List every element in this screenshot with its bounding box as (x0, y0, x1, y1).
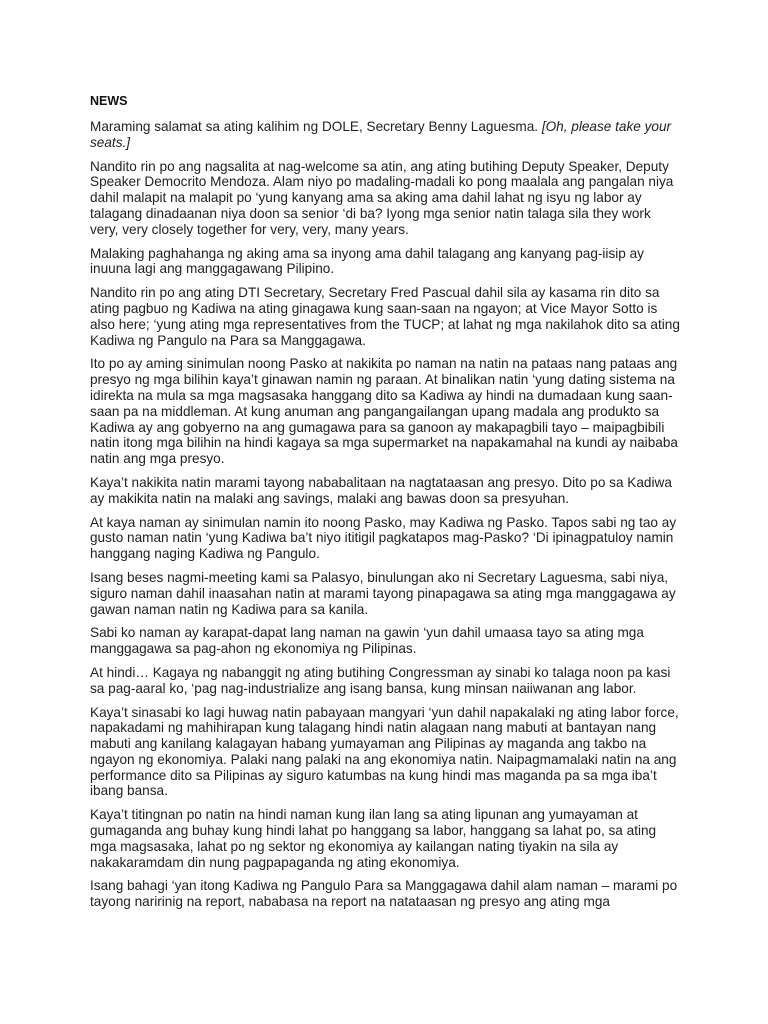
paragraph-7: At kaya naman ay sinimulan namin ito noong Pasko, may Kadiwa ng Pasko. Tapos sabi ng tao ay gusto naman natin ‘yung Kadiwa ba’t niyo ititigil pagkatapos mag-Pasko? ‘Di ipinagpatuloy namin hanggang naging Kadiwa ng Pangulo. (90, 514, 677, 562)
paragraph-5: Ito po ay aming sinimulan noong Pasko at nakikita po naman na natin na pataas nang pataas ang presyo ng mga bilihin kaya’t ginawan namin ng paraan. At binalikan natin ‘yung dating sistema na idirekta na mula sa mga magsasaka hanggang dito sa Kadiwa ay hindi na dumadaan kung saan-saan pa na middleman. At kung anuman ang pangangailangan upang madala ang produkto sa Kadiwa ay ang gobyerno na ang gumagawa para sa ganoon ay makapagbili tayo – maipagbibili natin itong mga bilihin na hindi kagaya sa mga supermarket na napakamahal na kundi ay naibaba natin ang mga presyo. (90, 356, 678, 467)
document-page (90, 93, 682, 918)
paragraph-6: Kaya’t nakikita natin marami tayong nababalitaan na nagtataasan ang presyo. Dito po sa Kadiwa ay makikita natin na malaki ang savings, malaki ang bawas doon sa presyuhan. (90, 474, 672, 506)
paragraph-1-italic-note: [Oh, please take your seats.] (90, 119, 672, 150)
paragraph-12: Kaya’t titingnan po natin na hindi naman kung ilan lang sa ating lipunan ang yumayaman at gumaganda ang buhay kung hindi lahat po hanggang sa labor, hanggang sa lahat po, sa ating mga magsasaka, lahat po ng sektor ng ekonomiya ay kailangan nating tiyakin na sila ay nakakaramdam din nung pagpapaganda ng ating ekonomiya. (90, 807, 657, 870)
paragraph-13: Isang bahagi ‘yan itong Kadiwa ng Pangulo Para sa Manggagawa dahil alam naman – marami po tayong naririnig na report, nababasa na report na natataasan ng presyo ang ating mga (90, 878, 678, 910)
paragraph-10: At hindi… Kagaya ng nabanggit ng ating butihing Congressman ay sinabi ko talaga noon pa kasi sa pag-aaral ko, ‘pag nag-industrialize ang isang bansa, kung minsan naiiwanan ang labor. (90, 664, 671, 696)
paragraph-1-text: Maraming salamat sa ating kalihim ng DOLE, Secretary Benny Laguesma. (90, 119, 542, 134)
paragraph-8: Isang beses nagmi-meeting kami sa Palasyo, binulungan ako ni Secretary Laguesma, sabi niya, siguro naman dahil inaasahan natin at marami tayong pinapagawa sa ating mga manggagawa ay gawan naman natin ng Kadiwa para sa kanila. (90, 569, 676, 617)
paragraph-11: Kaya’t sinasabi ko lagi huwag natin pabayaan mangyari ‘yun dahil napakalaki ng ating labor force, napakadami ng mahihirapan kung talagang hindi natin alagaan nang mabuti at bantayan nang mabuti ang kanilang kalagayan habang yumayaman ang Pilipinas ay maganda ang takbo na ngayon ng ekonomiya. Palaki nang palaki na ang ekonomiya natin. Naipagmamalaki natin na ang performance dito sa Pilipinas ay siguro katumbas na kung hindi mas maganda pa sa mga iba’t ibang bansa. (90, 704, 679, 799)
paragraph-1 (90, 119, 682, 151)
section-heading: NEWS (90, 94, 128, 108)
paragraph-2: Nandito rin po ang nagsalita at nag-welcome sa atin, ang ating butihing Deputy Speaker, Deputy Speaker Democrito Mendoza. Alam niyo po madaling-madali ko pong maalala ang pangalan niya dahil malapit na malapit po ‘yung kanyang ama sa aking ama dahil lahat ng isyu ng labor ay talagang dinadaanan niya doon sa senior ‘di ba? Iyong mga senior natin talaga sila they work very, very closely together for very, very, many years. (90, 158, 674, 237)
paragraph-9: Sabi ko naman ay karapat-dapat lang naman na gawin ‘yun dahil umaasa tayo sa ating mga manggagawa sa pag-ahon ng ekonomiya ng Pilipinas. (90, 625, 644, 657)
paragraph-4: Nandito rin po ang ating DTI Secretary, Secretary Fred Pascual dahil sila ay kasama rin dito sa ating pagbuo ng Kadiwa na ating ginagawa kung saan-saan na ngayon; at Vice Mayor Sotto is also here; ‘yung ating mga representatives from the TUCP; at lahat ng mga nakilahok dito sa ating Kadiwa ng Pangulo na Para sa Manggagawa. (90, 285, 680, 348)
paragraph-3: Malaking paghahanga ng aking ama sa inyong ama dahil talagang ang kanyang pag-iisip ay inuuna lagi ang manggagawang Pilipino. (90, 245, 644, 277)
